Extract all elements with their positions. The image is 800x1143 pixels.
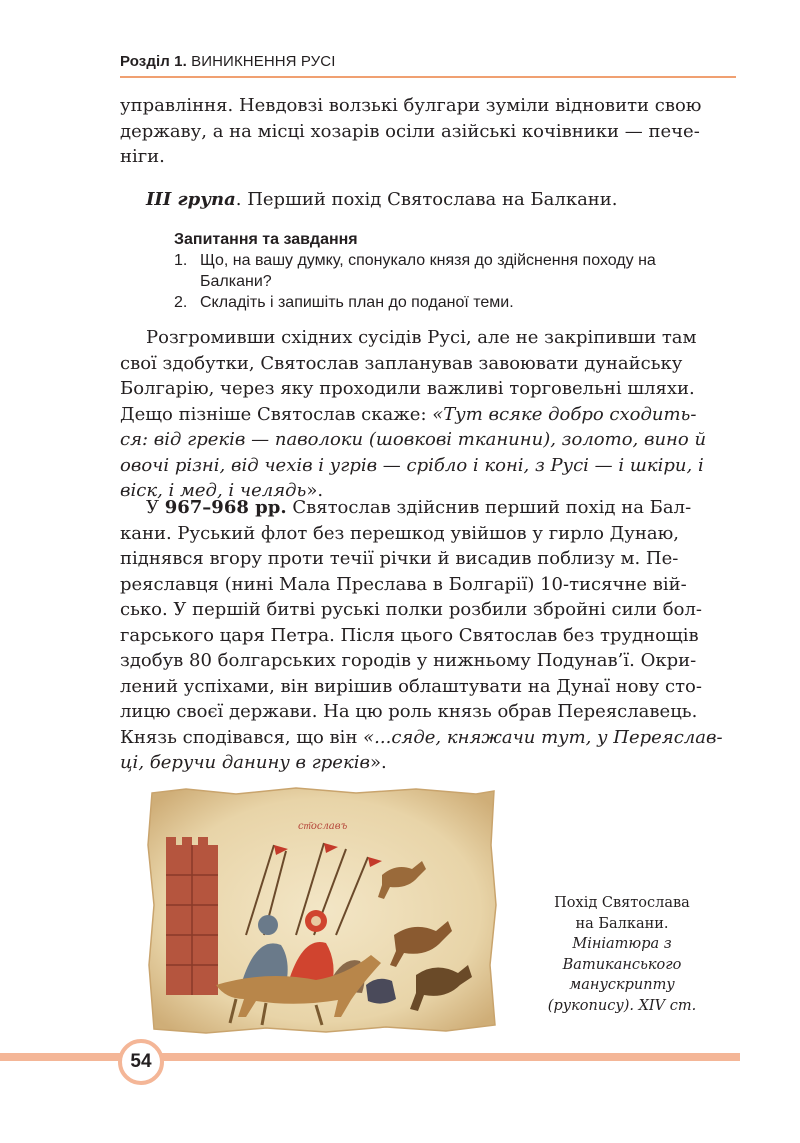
text-line: реяславця (нині Мала Преслава в Болгарії) 10-тисячне вій-: [120, 573, 687, 595]
page-number: 54: [118, 1039, 164, 1085]
quote-line: овочі різні, від чехів і угрів — срібло і коні, з Русі — і шкіри, і: [120, 454, 704, 476]
miniature-illustration: [146, 785, 498, 1035]
caption-line: (рукопису). XIV ст.: [547, 997, 697, 1014]
text-span: У: [146, 497, 165, 518]
fortress-tower: [166, 837, 218, 995]
paragraph-2: [120, 495, 738, 776]
header-rule: [120, 76, 736, 78]
quote-text: «...сяде, княжачи тут, у Переяслав-: [363, 726, 723, 748]
text-line: здобув 80 болгарських городів у нижньому Подунав’ї. Окри-: [120, 650, 697, 671]
text-line: сько. У першій битві руські полки розбили збройні сили бол-: [120, 599, 702, 620]
quote-text: ці, беручи данину в греків: [120, 752, 370, 773]
task-text: Балкани?: [200, 273, 272, 290]
figure-caption: [520, 893, 724, 1016]
text-line: кани. Руський флот без перешкод увійшов у гирло Дунаю,: [120, 522, 679, 544]
intro-paragraph: [120, 93, 738, 170]
miniature-image: [146, 785, 498, 1035]
running-header: [120, 53, 736, 70]
text-line: державу, а на місці хозарів осіли азійські кочівники — пече-: [120, 120, 700, 142]
task-text: Складіть і запишіть план до поданої теми.: [200, 294, 514, 311]
paragraph-1: [120, 325, 738, 504]
text-line: [120, 495, 738, 521]
group-title: . Перший похід Святослава на Балкани.: [235, 189, 618, 210]
quote-text: віск, і мед, і челядь: [120, 480, 307, 501]
text-span: Дещо пізніше Святослав скаже:: [120, 403, 433, 425]
text-span: ».: [369, 752, 387, 773]
footer-band: [0, 1053, 740, 1061]
text-span: ».: [306, 480, 324, 501]
caption-line: Ватиканського: [562, 956, 682, 973]
tasks-block: [174, 229, 740, 313]
caption-line: Похід Святослава: [554, 895, 690, 911]
task-text: Що, на вашу думку, спонукало князя до здійснення походу на: [200, 252, 656, 269]
text-line: лений успіхами, він вирішив облаштувати на Дунаї нову сто-: [120, 675, 702, 697]
text-line: свої здобутки, Святослав запланував завоювати дунайську: [120, 352, 683, 374]
task-number: 2.: [174, 294, 188, 311]
text-line: [120, 725, 738, 751]
date-highlight: 967–968 рр.: [164, 497, 287, 518]
text-line: [120, 402, 738, 428]
text-line: [120, 750, 738, 776]
text-line: гарського царя Петра. Після цього Святослав без труднощів: [120, 624, 699, 646]
text-line: ніги.: [120, 146, 165, 167]
caption-line: на Балкани.: [575, 915, 669, 932]
text-span: Князь сподівався, що він: [120, 726, 364, 748]
section-title: ВИНИКНЕННЯ РУСІ: [191, 53, 336, 70]
task-item: [174, 292, 740, 313]
task-number: 1.: [174, 252, 188, 269]
text-line: лицю своєї держави. На цю роль князь обрав Переяславець.: [120, 701, 698, 722]
quote-line: ся: від греків — паволоки (шовкові тканини), золото, вино й: [120, 429, 707, 450]
text-line: Болгарію, через яку проходили важливі торговельні шляхи.: [120, 378, 695, 399]
caption-line: Мініатюра з: [572, 936, 672, 952]
tasks-title: Запитання та завдання: [174, 231, 358, 248]
section-label: Розділ 1.: [120, 53, 187, 70]
text-span: Святослав здійснив перший похід на Бал-: [286, 497, 692, 518]
miniature-inscription: ст҃ославъ: [298, 821, 348, 832]
text-line: управління. Невдовзі волзькі булгари зуміли відновити свою: [120, 95, 702, 116]
tasks-list: [174, 250, 740, 313]
quote-text: «Тут всяке добро сходить-: [432, 403, 697, 425]
task-item: [174, 250, 740, 292]
text-line: піднявся вгору проти течії річки й висадив поблизу м. Пе-: [120, 548, 679, 569]
group-label: ІІІ група: [146, 189, 236, 210]
text-line: Розгромивши східних сусідів Русі, але не закріпивши там: [146, 327, 697, 348]
group-heading: [146, 187, 738, 213]
caption-line: манускрипту: [569, 977, 675, 993]
